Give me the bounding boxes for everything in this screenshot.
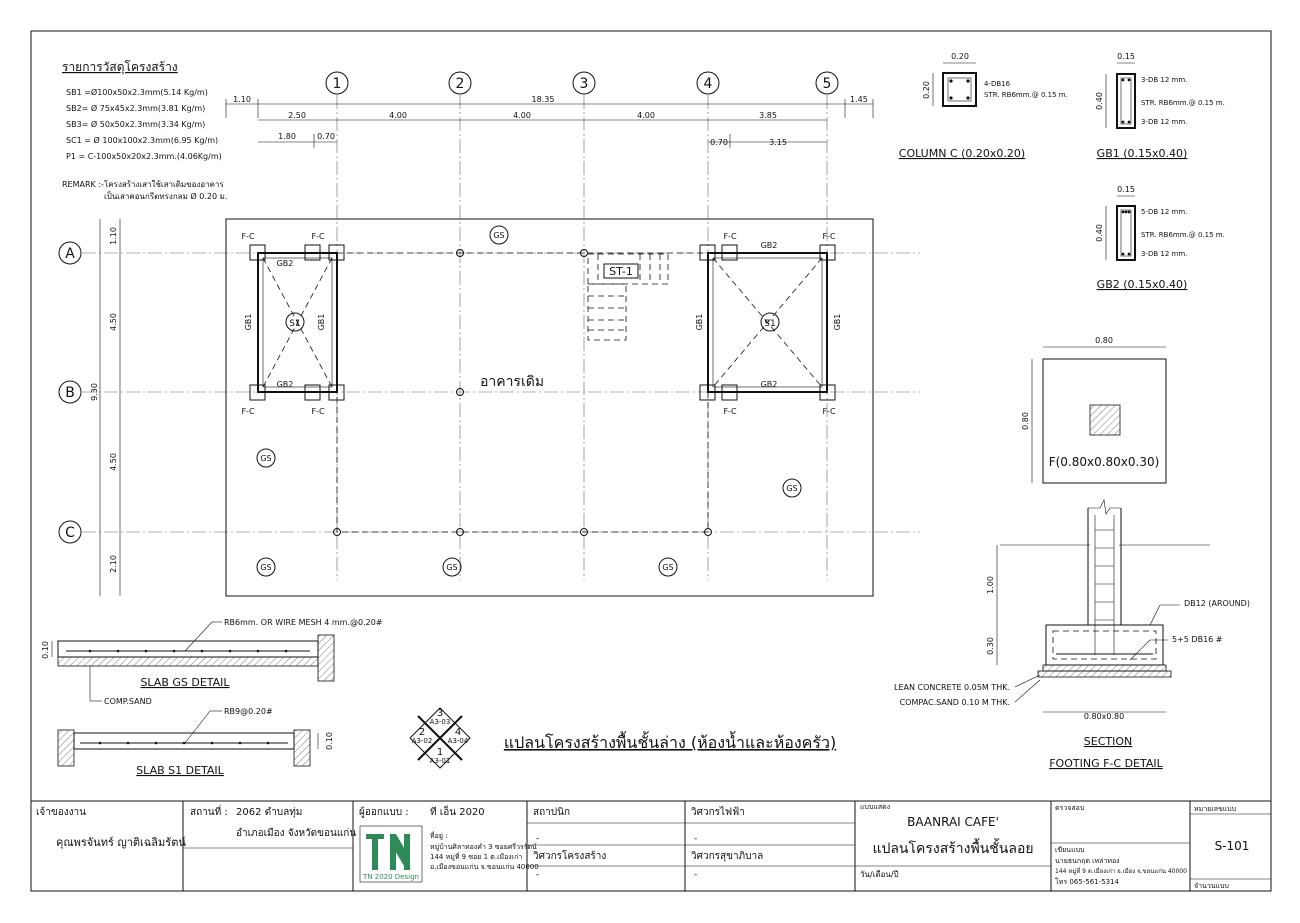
stair-tag: ST-1 bbox=[609, 265, 633, 278]
logo-caption: TN 2020 Design bbox=[363, 873, 419, 881]
material-list bbox=[62, 60, 227, 201]
dim-left: 2.10 bbox=[109, 555, 118, 573]
fc-tag: F-C bbox=[822, 232, 836, 241]
grid-label-C: C bbox=[65, 525, 75, 541]
designer-label: ผู้ออกแบบ : bbox=[359, 807, 409, 818]
gb2-tag: GB2 bbox=[760, 241, 778, 250]
project-name: BAANRAI CAFE' bbox=[907, 815, 999, 829]
date-label: วัน/เดือน/ปี bbox=[860, 870, 899, 879]
fc-tag: F-C bbox=[241, 232, 255, 241]
gs-tag: GS bbox=[493, 231, 505, 240]
gb1-bottom-rebar: 3-DB 12 mm. bbox=[1141, 118, 1188, 126]
fc-tag: F-C bbox=[311, 232, 325, 241]
architect-label: สถาปนิก bbox=[533, 807, 571, 818]
remark-line-1: โครงสร้างเสาใช้เสาเดิมของอาคาร bbox=[104, 180, 224, 189]
footing-detail bbox=[894, 336, 1250, 770]
dim-left: 4.50 bbox=[109, 453, 118, 471]
gb2-tag: GB2 bbox=[276, 380, 294, 389]
column-title: COLUMN C (0.20x0.20) bbox=[898, 147, 1026, 160]
gb1-tag: GB1 bbox=[317, 313, 326, 331]
gs-tag: GS bbox=[260, 454, 272, 463]
title-block bbox=[36, 801, 1271, 891]
dim-sub: 0.70 bbox=[317, 132, 335, 141]
footing-thk-dim: 0.30 bbox=[986, 637, 995, 655]
slab-gs-detail bbox=[41, 618, 383, 706]
slab-gs-title: SLAB GS DETAIL bbox=[140, 676, 230, 689]
grid-system bbox=[59, 72, 920, 580]
gb1-top-rebar: 3-DB 12 mm. bbox=[1141, 76, 1188, 84]
slab-gs-thk: 0.10 bbox=[41, 641, 50, 659]
footing-label: F(0.80x0.80x0.30) bbox=[1048, 455, 1160, 469]
gb1-stirrup: STR. RB6mm.@ 0.15 m. bbox=[1141, 99, 1225, 107]
slab-gs-sand: COMP.SAND bbox=[104, 697, 152, 706]
footing-width: 0.80 bbox=[1095, 336, 1113, 345]
gb2-tag: GB2 bbox=[760, 380, 778, 389]
slab-s1-detail bbox=[58, 707, 334, 777]
dim-span: 4.00 bbox=[637, 111, 655, 120]
fc-tag: F-C bbox=[723, 407, 737, 416]
footing-section-title: SECTION bbox=[1083, 735, 1133, 748]
footing-sand: COMPAC.SAND 0.10 M THK. bbox=[899, 698, 1010, 707]
total-label: จำนวนแบบ bbox=[1194, 882, 1229, 890]
floor-plan bbox=[226, 219, 873, 596]
owner-label: เจ้าของงาน bbox=[36, 807, 86, 818]
dim-span: 3.85 bbox=[759, 111, 777, 120]
dim-left-overhang: 1.10 bbox=[233, 95, 251, 104]
gs-tag: GS bbox=[662, 563, 674, 572]
address-line: หมู่บ้านศิลาทองคำ 3 ซอยศรีวรรัตน์ bbox=[430, 843, 537, 851]
grid-label-A: A bbox=[65, 246, 75, 262]
dim-left: 1.10 bbox=[109, 227, 118, 245]
column-width: 0.20 bbox=[951, 52, 969, 61]
plan-title: แปลนโครงสร้างพื้นชั้นล่าง (ห้องน้ำและห้องครัว) bbox=[503, 733, 837, 752]
grid-label-B: B bbox=[65, 385, 75, 401]
right-room bbox=[695, 232, 842, 416]
footing-lean: LEAN CONCRETE 0.05M THK. bbox=[893, 683, 1010, 692]
material-item: SB3= Ø 50x50x2.3mm(3.34 Kg/m) bbox=[66, 120, 206, 129]
grid-label-3: 3 bbox=[579, 76, 589, 92]
north-arrow-ref: A3-01 bbox=[429, 757, 451, 765]
structural-value: - bbox=[536, 870, 540, 880]
existing-building-outline bbox=[337, 253, 708, 532]
structural-label: วิศวกรโครงสร้าง bbox=[533, 851, 607, 862]
remark-line-2: เป็นเสาคอนกรีตทรงกลม Ø 0.20 ม. bbox=[104, 192, 228, 201]
address-label: ที่อยู่ : bbox=[430, 832, 448, 840]
gs-tag: GS bbox=[446, 563, 458, 572]
gb1-height: 0.40 bbox=[1095, 92, 1104, 110]
north-arrow-ref: A3-03 bbox=[429, 718, 451, 726]
owner-name: คุณพรจันทร์ ญาติเฉลิมรัตน์ bbox=[56, 836, 186, 849]
north-arrow-n: 3 bbox=[436, 708, 444, 719]
slab-s1-title: SLAB S1 DETAIL bbox=[136, 764, 224, 777]
left-room bbox=[241, 232, 344, 416]
slab-s1-thk: 0.10 bbox=[325, 732, 334, 750]
column-stirrup: STR. RB6mm.@ 0.15 m. bbox=[984, 91, 1068, 99]
footing-db16: 5+5 DB16 # bbox=[1172, 635, 1223, 644]
sanitary-label: วิศวกรสุขาภิบาล bbox=[691, 851, 764, 862]
gb2-detail bbox=[1095, 185, 1225, 291]
slab-gs-mesh: RB6mm. OR WIRE MESH 4 mm.@0.20# bbox=[224, 618, 383, 627]
dim-total: 18.35 bbox=[531, 95, 555, 104]
gb2-title: GB2 (0.15x0.40) bbox=[1096, 278, 1188, 291]
footing-bottom-dim: 0.80x0.80 bbox=[1083, 712, 1125, 721]
site-label: สถานที่ : bbox=[190, 807, 228, 818]
drafter-name: นายธนกฤต เหล่าทอง bbox=[1055, 857, 1120, 865]
north-arrow-w: 2 bbox=[418, 727, 426, 738]
site-line-1: 2062 ตำบลทุ่ม bbox=[236, 807, 303, 818]
gb1-width: 0.15 bbox=[1117, 52, 1135, 61]
remark-label: REMARK :- bbox=[62, 180, 104, 189]
dim-left-total: 9.30 bbox=[90, 383, 99, 401]
grid-label-1: 1 bbox=[332, 76, 342, 92]
project-label: แบบแสดง bbox=[860, 803, 891, 811]
electrical-label: วิศวกรไฟฟ้า bbox=[691, 807, 745, 818]
gb1-title: GB1 (0.15x0.40) bbox=[1096, 147, 1188, 160]
gb2-width: 0.15 bbox=[1117, 185, 1135, 194]
grid-label-4: 4 bbox=[703, 76, 713, 92]
checker-label: ตรวจสอบ bbox=[1055, 804, 1085, 812]
material-item: SC1 = Ø 100x100x2.3mm(6.95 Kg/m) bbox=[66, 136, 219, 145]
gb2-height: 0.40 bbox=[1095, 224, 1104, 242]
dim-span: 2.50 bbox=[288, 111, 306, 120]
dim-sub: 0.70 bbox=[710, 138, 728, 147]
s1-tag: S1 bbox=[764, 319, 776, 329]
fc-tag: F-C bbox=[311, 407, 325, 416]
column-detail bbox=[899, 52, 1068, 160]
gb1-tag: GB1 bbox=[244, 313, 253, 331]
s1-tag: S1 bbox=[289, 319, 301, 329]
footing-col-dim: 1.00 bbox=[986, 576, 995, 594]
site-line-2: อำเภอเมือง จังหวัดขอนแก่น bbox=[236, 828, 357, 839]
gs-tag: GS bbox=[786, 484, 798, 493]
dim-span: 4.00 bbox=[513, 111, 531, 120]
dim-span: 4.00 bbox=[389, 111, 407, 120]
gb2-top-rebar: 5-DB 12 mm. bbox=[1141, 208, 1188, 216]
fc-tag: F-C bbox=[241, 407, 255, 416]
grid-label-5: 5 bbox=[822, 76, 832, 92]
address-line: 144 หมู่ที่ 9 ซอย 1 ต.เมืองเก่า bbox=[430, 853, 523, 861]
north-arrow-icon bbox=[410, 708, 470, 768]
column-height: 0.20 bbox=[922, 81, 931, 99]
gb2-stirrup: STR. RB6mm.@ 0.15 m. bbox=[1141, 231, 1225, 239]
column-rebar: 4-DB16 bbox=[984, 80, 1011, 88]
material-item: P1 = C-100x50x20x2.3mm.(4.06Kg/m) bbox=[66, 152, 222, 161]
footing-db12: DB12 (AROUND) bbox=[1184, 599, 1250, 608]
north-arrow-ref: A3-02 bbox=[411, 737, 433, 745]
designer-name: ที เอ็น 2020 bbox=[430, 807, 485, 818]
drafter-address: 144 หมู่ที่ 9 ต.เมืองเก่า อ.เมือง จ.ขอนแก่น 40000 bbox=[1055, 868, 1187, 875]
footing-detail-title: FOOTING F-C DETAIL bbox=[1049, 757, 1163, 770]
architect-value: - bbox=[536, 834, 540, 844]
tn-logo-icon bbox=[360, 826, 422, 882]
gs-tag: GS bbox=[260, 563, 272, 572]
material-list-title: รายการวัสดุโครงสร้าง bbox=[62, 60, 178, 74]
top-dimensions bbox=[226, 95, 873, 148]
sanitary-value: - bbox=[694, 870, 698, 880]
sheet-label: หมายเลขแบบ bbox=[1194, 805, 1237, 813]
dim-sub: 3.15 bbox=[769, 138, 787, 147]
material-item: SB1 =Ø100x50x2.3mm(5.14 Kg/m) bbox=[66, 88, 208, 97]
stair bbox=[588, 254, 668, 340]
grid-label-2: 2 bbox=[455, 76, 465, 92]
electrical-value: - bbox=[694, 834, 698, 844]
material-item: SB2= Ø 75x45x2.3mm(3.81 Kg/m) bbox=[66, 104, 206, 113]
gb2-bottom-rebar: 3-DB 12 mm. bbox=[1141, 250, 1188, 258]
existing-building-label: อาคารเดิม bbox=[479, 374, 545, 390]
drawing-name: แปลนโครงสร้างพื้นชั้นลอย bbox=[872, 841, 1034, 857]
north-arrow-s: 1 bbox=[436, 747, 444, 758]
drafter-tel: โทร 065-561-5314 bbox=[1055, 878, 1119, 886]
gb1-tag: GB1 bbox=[695, 313, 704, 331]
fc-tag: F-C bbox=[723, 232, 737, 241]
fc-tag: F-C bbox=[822, 407, 836, 416]
gb1-detail bbox=[1095, 52, 1225, 160]
dim-left: 4.50 bbox=[109, 313, 118, 331]
address-line: อ.เมืองขอนแก่น จ.ขอนแก่น 40000 bbox=[430, 863, 539, 871]
north-arrow-ref: A3-04 bbox=[447, 737, 469, 745]
gb1-tag: GB1 bbox=[833, 313, 842, 331]
gb2-tag: GB2 bbox=[276, 259, 294, 268]
sheet-number: S-101 bbox=[1214, 839, 1250, 853]
dim-right-overhang: 1.45 bbox=[850, 95, 868, 104]
left-dimensions bbox=[90, 219, 120, 596]
north-arrow-e: 4 bbox=[454, 727, 462, 738]
dim-sub: 1.80 bbox=[278, 132, 296, 141]
slab-s1-rebar: RB9@0.20# bbox=[224, 707, 273, 716]
drafter-label: เขียนแบบ bbox=[1055, 846, 1085, 854]
footing-height: 0.80 bbox=[1021, 412, 1030, 430]
